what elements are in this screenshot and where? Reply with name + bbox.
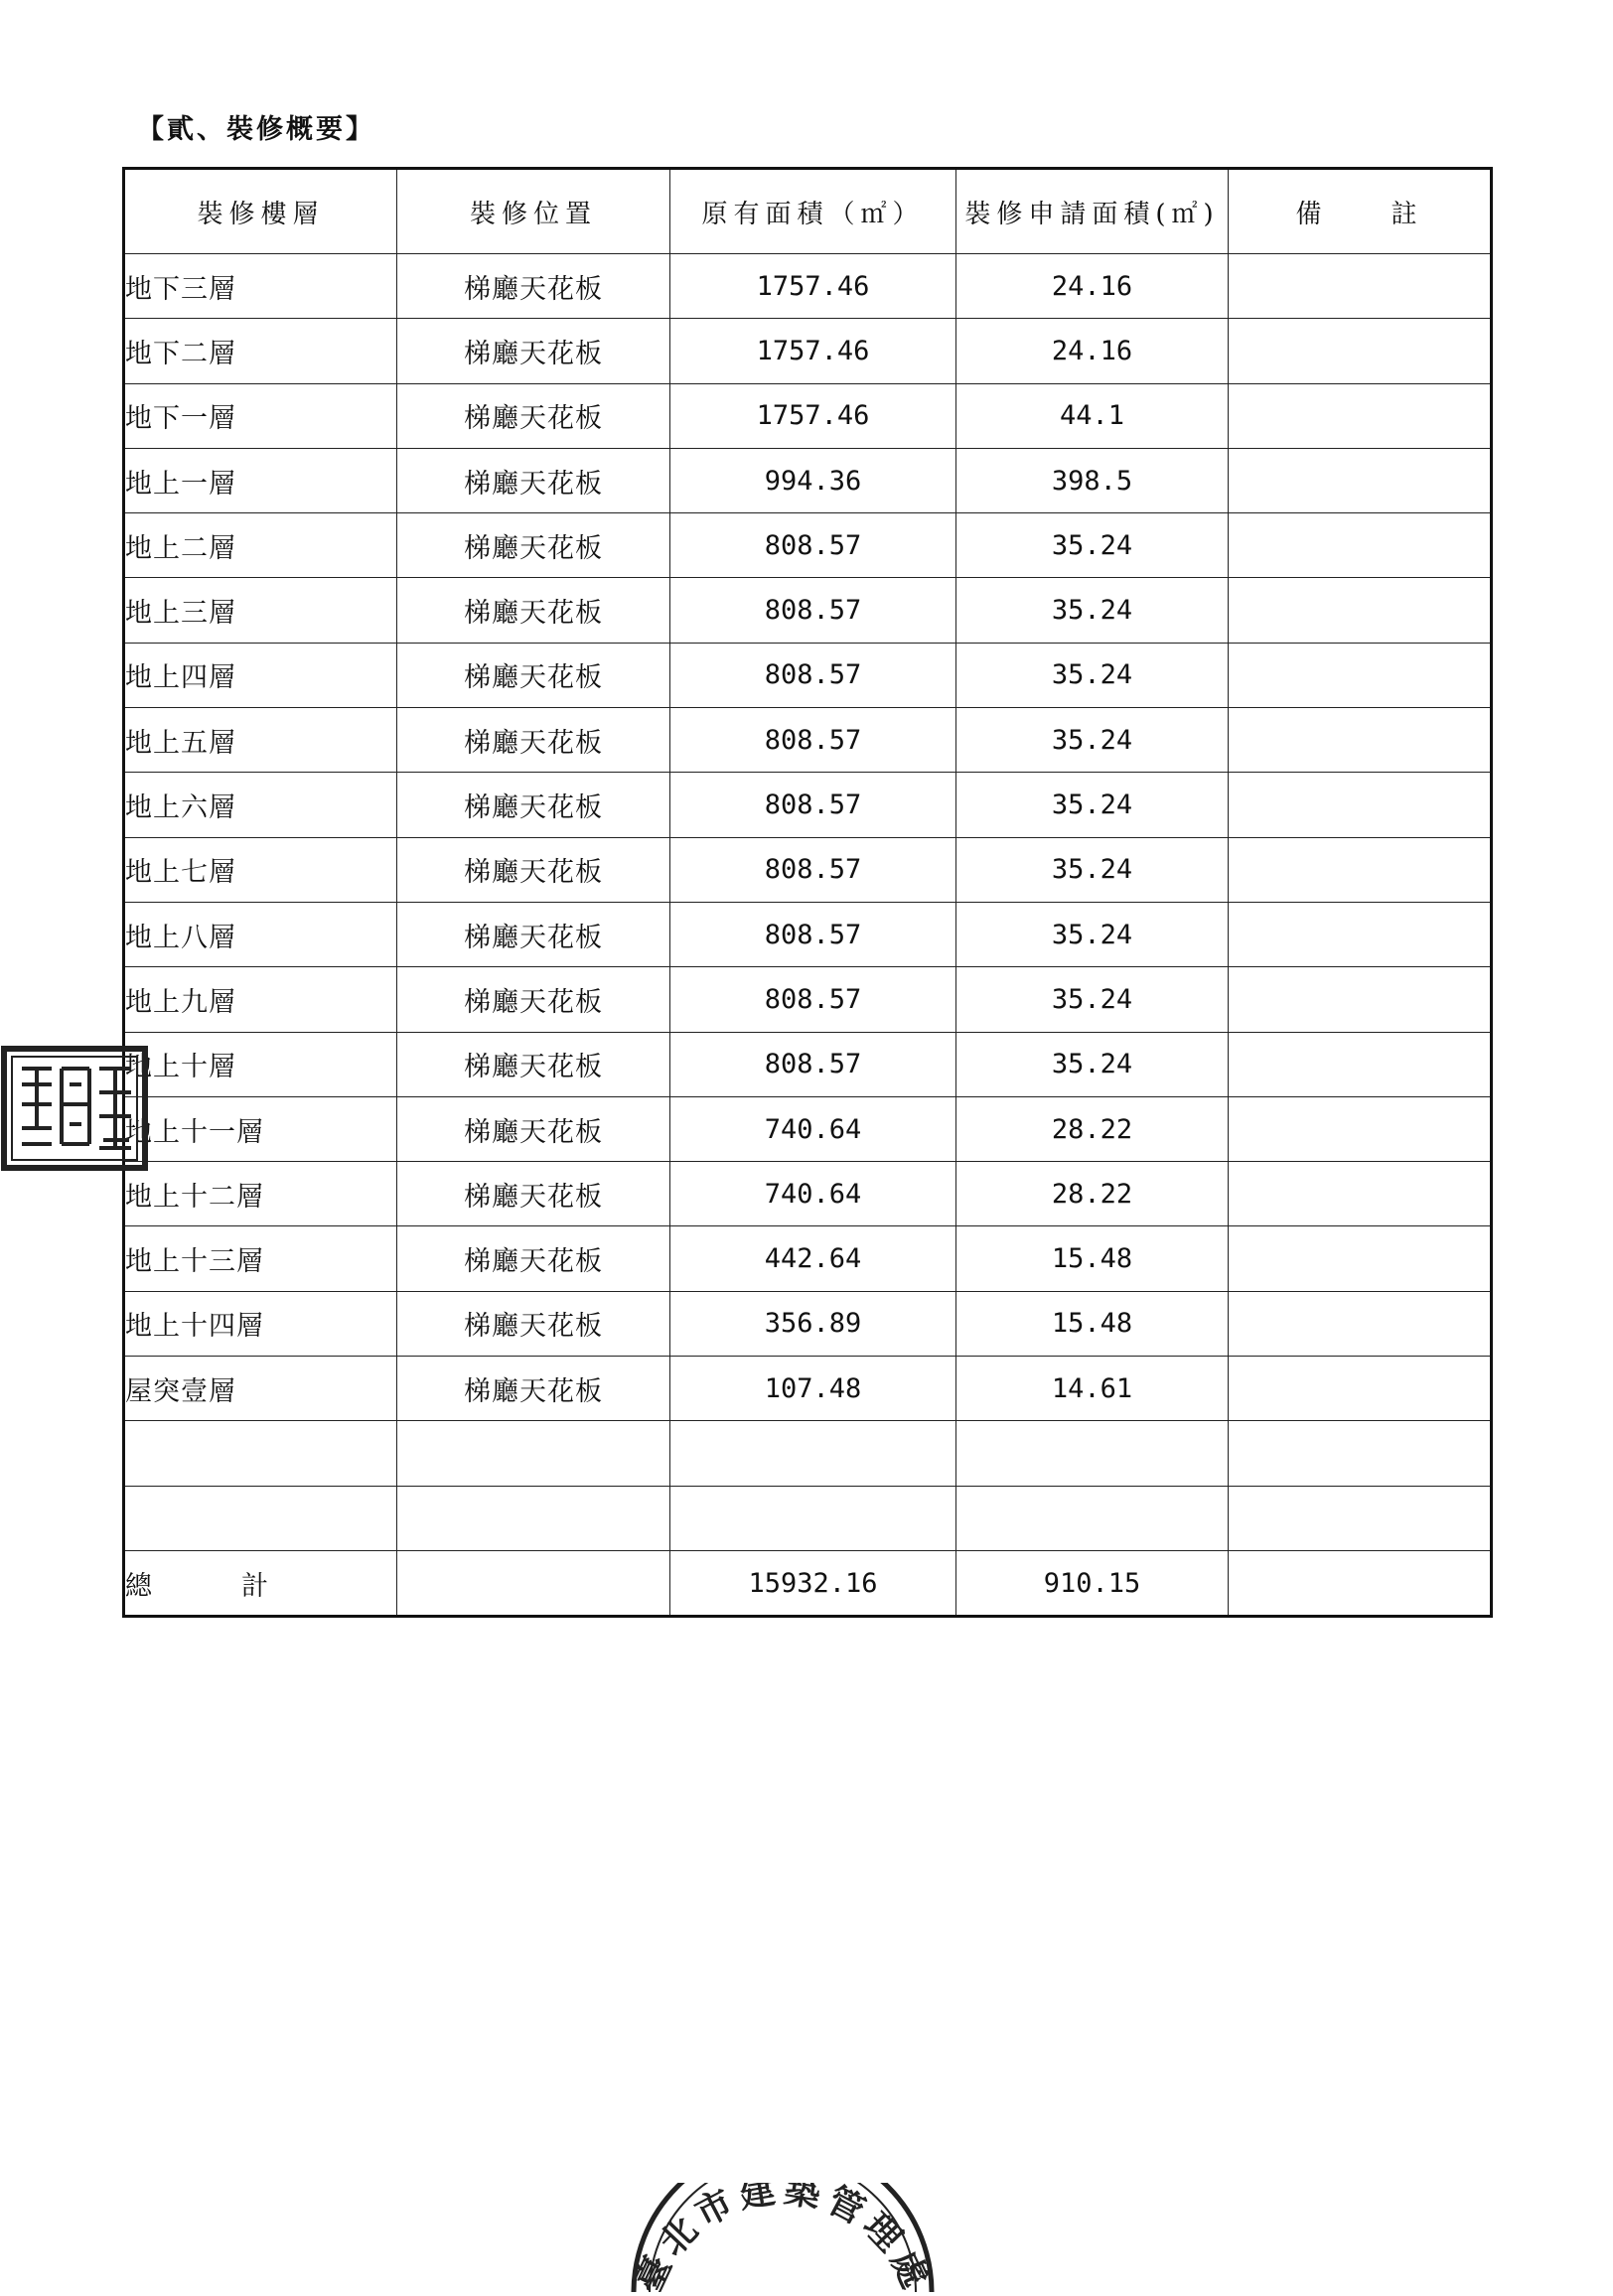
original-area-cell: 808.57 (670, 513, 956, 578)
applied-area-cell: 24.16 (956, 319, 1229, 383)
applied-area-cell: 28.22 (956, 1096, 1229, 1161)
table-row (124, 578, 1492, 643)
floor-cell (124, 1421, 397, 1486)
table-row (124, 1096, 1492, 1161)
note-cell (1229, 1226, 1492, 1291)
original-area-cell: 107.48 (670, 1357, 956, 1421)
original-area-cell: 808.57 (670, 837, 956, 902)
header-original-area: 原有面積（㎡） (670, 169, 956, 254)
note-cell (1229, 837, 1492, 902)
original-area-cell: 1757.46 (670, 383, 956, 448)
original-area-cell: 740.64 (670, 1162, 956, 1226)
original-area-cell: 808.57 (670, 1032, 956, 1096)
table-row (124, 708, 1492, 773)
applied-area-cell: 398.5 (956, 448, 1229, 512)
original-area-cell: 808.57 (670, 967, 956, 1032)
table-row (124, 513, 1492, 578)
svg-text:臺北市建築管理處 (628, 2183, 939, 2292)
renovation-summary-table-container (122, 167, 1490, 1618)
applied-area-cell: 28.22 (956, 1162, 1229, 1226)
table-row (124, 837, 1492, 902)
original-area-cell: 994.36 (670, 448, 956, 512)
applied-area-cell (956, 1421, 1229, 1486)
location-cell: 梯廳天花板 (397, 383, 670, 448)
table-row (124, 254, 1492, 319)
table-body (124, 254, 1492, 1551)
note-cell (1229, 967, 1492, 1032)
table-row (124, 967, 1492, 1032)
location-cell: 梯廳天花板 (397, 1096, 670, 1161)
note-cell (1229, 513, 1492, 578)
original-area-cell: 808.57 (670, 643, 956, 707)
floor-cell: 地上十一層 (124, 1096, 397, 1161)
total-applied-area: 910.15 (956, 1550, 1229, 1616)
floor-cell (124, 1486, 397, 1550)
location-cell: 梯廳天花板 (397, 708, 670, 773)
location-cell: 梯廳天花板 (397, 837, 670, 902)
note-cell (1229, 1162, 1492, 1226)
location-cell (397, 1421, 670, 1486)
location-cell: 梯廳天花板 (397, 902, 670, 966)
applied-area-cell: 35.24 (956, 837, 1229, 902)
location-cell: 梯廳天花板 (397, 1226, 670, 1291)
floor-cell: 地下三層 (124, 254, 397, 319)
note-cell (1229, 1486, 1492, 1550)
table-row (124, 1162, 1492, 1226)
note-cell (1229, 1291, 1492, 1356)
location-cell: 梯廳天花板 (397, 578, 670, 643)
note-cell (1229, 708, 1492, 773)
applied-area-cell: 35.24 (956, 902, 1229, 966)
applied-area-cell: 15.48 (956, 1291, 1229, 1356)
floor-cell: 地上七層 (124, 837, 397, 902)
floor-cell: 地上十層 (124, 1032, 397, 1096)
table-row (124, 1291, 1492, 1356)
note-cell (1229, 319, 1492, 383)
location-cell: 梯廳天花板 (397, 513, 670, 578)
applied-area-cell: 44.1 (956, 383, 1229, 448)
floor-cell: 地上五層 (124, 708, 397, 773)
location-cell: 梯廳天花板 (397, 319, 670, 383)
total-row (124, 1550, 1492, 1616)
note-cell (1229, 254, 1492, 319)
table-row (124, 319, 1492, 383)
applied-area-cell: 35.24 (956, 967, 1229, 1032)
table-row (124, 643, 1492, 707)
note-cell (1229, 383, 1492, 448)
applied-area-cell: 35.24 (956, 1032, 1229, 1096)
note-cell (1229, 1357, 1492, 1421)
table-row (124, 902, 1492, 966)
applied-area-cell: 35.24 (956, 708, 1229, 773)
original-area-cell: 442.64 (670, 1226, 956, 1291)
original-area-cell: 808.57 (670, 902, 956, 966)
location-cell: 梯廳天花板 (397, 254, 670, 319)
location-cell: 梯廳天花板 (397, 967, 670, 1032)
header-floor: 裝修樓層 (124, 169, 397, 254)
applied-area-cell: 35.24 (956, 643, 1229, 707)
original-area-cell (670, 1421, 956, 1486)
left-square-seal (0, 1045, 149, 1172)
floor-cell: 地上八層 (124, 902, 397, 966)
floor-cell: 地上十二層 (124, 1162, 397, 1226)
table-row (124, 1421, 1492, 1486)
applied-area-cell: 35.24 (956, 773, 1229, 837)
original-area-cell: 356.89 (670, 1291, 956, 1356)
total-location (397, 1550, 670, 1616)
location-cell: 梯廳天花板 (397, 1357, 670, 1421)
location-cell: 梯廳天花板 (397, 1291, 670, 1356)
floor-cell: 地上十三層 (124, 1226, 397, 1291)
floor-cell: 地上二層 (124, 513, 397, 578)
floor-cell: 地下二層 (124, 319, 397, 383)
table-header-row (124, 169, 1492, 254)
total-original-area: 15932.16 (670, 1550, 956, 1616)
total-note (1229, 1550, 1492, 1616)
table-row (124, 1032, 1492, 1096)
note-cell (1229, 643, 1492, 707)
location-cell: 梯廳天花板 (397, 1032, 670, 1096)
applied-area-cell: 35.24 (956, 513, 1229, 578)
location-cell: 梯廳天花板 (397, 773, 670, 837)
original-area-cell: 808.57 (670, 578, 956, 643)
floor-cell: 屋突壹層 (124, 1357, 397, 1421)
round-seal-icon (614, 2183, 952, 2292)
page-heading: 【貳、裝修概要】 (137, 114, 375, 145)
original-area-cell: 808.57 (670, 708, 956, 773)
original-area-cell: 740.64 (670, 1096, 956, 1161)
floor-cell: 地上九層 (124, 967, 397, 1032)
table-row (124, 1226, 1492, 1291)
note-cell (1229, 1032, 1492, 1096)
table-row (124, 383, 1492, 448)
note-cell (1229, 1096, 1492, 1161)
floor-cell: 地上一層 (124, 448, 397, 512)
floor-cell: 地上四層 (124, 643, 397, 707)
header-applied-area: 裝修申請面積(㎡) (956, 169, 1229, 254)
original-area-cell: 1757.46 (670, 319, 956, 383)
location-cell: 梯廳天花板 (397, 448, 670, 512)
note-cell (1229, 448, 1492, 512)
original-area-cell: 808.57 (670, 773, 956, 837)
bottom-round-seal (614, 2183, 952, 2292)
floor-cell: 地上三層 (124, 578, 397, 643)
floor-cell: 地上六層 (124, 773, 397, 837)
header-location: 裝修位置 (397, 169, 670, 254)
header-note: 備 註 (1229, 169, 1492, 254)
applied-area-cell: 35.24 (956, 578, 1229, 643)
renovation-summary-table (122, 167, 1493, 1618)
note-cell (1229, 578, 1492, 643)
table-row (124, 1357, 1492, 1421)
table-row (124, 773, 1492, 837)
applied-area-cell: 14.61 (956, 1357, 1229, 1421)
applied-area-cell: 15.48 (956, 1226, 1229, 1291)
square-seal-icon (0, 1045, 149, 1172)
original-area-cell: 1757.46 (670, 254, 956, 319)
location-cell (397, 1486, 670, 1550)
applied-area-cell: 24.16 (956, 254, 1229, 319)
note-cell (1229, 1421, 1492, 1486)
original-area-cell (670, 1486, 956, 1550)
floor-cell: 地上十四層 (124, 1291, 397, 1356)
note-cell (1229, 902, 1492, 966)
table-row (124, 448, 1492, 512)
round-seal-text: 臺北市建築管理處 (627, 2183, 939, 2292)
note-cell (1229, 773, 1492, 837)
location-cell: 梯廳天花板 (397, 643, 670, 707)
total-label: 總計 (124, 1550, 397, 1616)
table-row (124, 1486, 1492, 1550)
location-cell: 梯廳天花板 (397, 1162, 670, 1226)
applied-area-cell (956, 1486, 1229, 1550)
floor-cell: 地下一層 (124, 383, 397, 448)
